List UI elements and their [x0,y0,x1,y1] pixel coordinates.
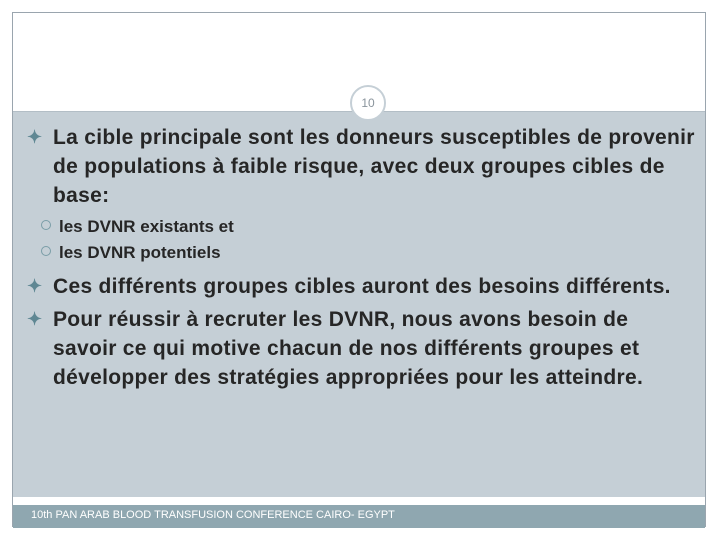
hollow-circle-icon [41,220,51,230]
footer-text: 10th PAN ARAB BLOOD TRANSFUSION CONFERENCE CAIRO- EGYPT [31,509,395,521]
bullet-item [27,272,697,301]
sub-bullet-item [41,214,707,240]
sub-bullet-text: les DVNR existants et [59,217,234,236]
slide-footer [13,497,705,528]
hollow-circle-icon [41,246,51,256]
slide-content [13,123,707,396]
sub-bullet-item [41,240,707,266]
leaf-bullet-icon: ✦ [27,309,43,329]
bullet-text: Ces différents groupes cibles auront des besoins différents. [53,275,671,298]
slide [12,12,706,527]
footer-bar [13,505,705,528]
sub-bullet-list [13,214,707,266]
bullet-text: La cible principale sont les donneurs susceptibles de provenir de populations à faible risque, avec deux groupes cibles de base: [53,126,695,207]
page-number-badge: 10 [350,85,386,121]
bullet-item [27,123,697,210]
bullet-text: Pour réussir à recruter les DVNR, nous avons besoin de savoir ce qui motive chacun de nos différents groupes et développer des stratégies appropriées pour les atteindre. [53,308,644,389]
bullet-item [27,305,697,392]
sub-bullet-text: les DVNR potentiels [59,243,221,262]
leaf-bullet-icon: ✦ [27,276,43,296]
leaf-bullet-icon: ✦ [27,127,43,147]
